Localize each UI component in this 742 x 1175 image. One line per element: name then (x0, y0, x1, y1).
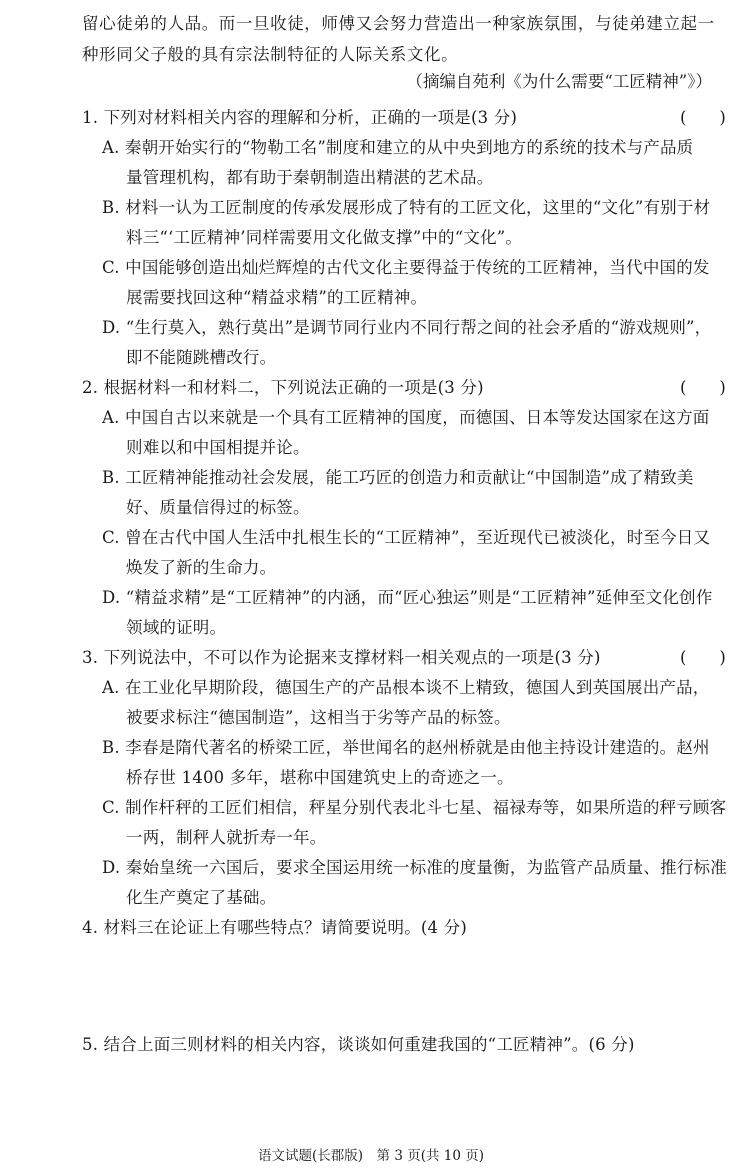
q2-option-c-cont: 焕发了新的生命力。 (126, 558, 277, 577)
q2-option-a-cont: 则难以和中国相提并论。 (126, 438, 310, 457)
q3-option-d: D. 秦始皇统一六国后，要求全国运用统一标准的度量衡，为监管产品质量、推行标准 (102, 858, 727, 877)
q1-option-a: A. 秦朝开始实行的“物勒工名”制度和建立的从中央到地方的系统的技术与产品质 (102, 138, 694, 157)
passage-line: 种形同父子般的具有宗法制特征的人际关系文化。 (82, 45, 459, 64)
source-citation: （摘编自苑利《为什么需要“工匠精神”》） (406, 72, 712, 91)
q1-option-a-cont: 量管理机构，都有助于秦朝制造出精湛的艺术品。 (126, 168, 494, 187)
q3-option-d-cont: 化生产奠定了基础。 (126, 888, 277, 907)
q2-option-d: D. “精益求精”是“工匠精神”的内涵，而“匠心独运”则是“工匠精神”延伸至文化创作 (102, 588, 713, 607)
q1-option-d: D. “生行莫入，熟行莫出”是调节同行业内不同行帮之间的社会矛盾的“游戏规则”， (102, 318, 712, 337)
question-3-stem: 3. 下列说法中，不可以作为论据来支撑材料一相关观点的一项是(3 分) (82, 648, 601, 667)
passage-line: 留心徒弟的人品。而一旦收徒，师傅又会努力营造出一种家族氛围，与徒弟建立起一 (82, 14, 715, 33)
question-2-stem: 2. 根据材料一和材料二，下列说法正确的一项是(3 分) (82, 378, 484, 397)
q3-option-a-cont: 被要求标注“德国制造”，这相当于劣等产品的标签。 (126, 708, 511, 727)
page-footer: 语文试题(长郡版) 第 3 页(共 10 页) (258, 1148, 484, 1164)
q1-option-b: B. 材料一认为工匠制度的传承发展形成了特有的工匠文化，这里的“文化”有别于材 (102, 198, 711, 217)
q3-option-b-cont: 桥存世 1400 多年，堪称中国建筑史上的奇迹之一。 (126, 768, 514, 787)
q2-option-d-cont: 领域的证明。 (126, 618, 227, 637)
q1-option-c: C. 中国能够创造出灿烂辉煌的古代文化主要得益于传统的工匠精神，当代中国的发 (102, 258, 710, 277)
q2-option-c: C. 曾在古代中国人生活中扎根生长的“工匠精神”，至近现代已被淡化，时至今日又 (102, 528, 711, 547)
answer-blank-3[interactable]: ( ) (680, 648, 726, 667)
q1-option-c-cont: 展需要找回这种“精益求精”的工匠精神。 (126, 288, 428, 307)
q3-option-a: A. 在工业化早期阶段，德国生产的产品根本谈不上精致，德国人到英国展出产品， (102, 678, 710, 697)
q2-option-a: A. 中国自古以来就是一个具有工匠精神的国度，而德国、日本等发达国家在这方面 (102, 408, 710, 427)
q1-option-d-cont: 即不能随跳槽改行。 (126, 348, 277, 367)
question-5-stem: 5. 结合上面三则材料的相关内容，谈谈如何重建我国的“工匠精神”。(6 分) (82, 1035, 635, 1054)
q2-option-b: B. 工匠精神能推动社会发展，能工巧匠的创造力和贡献让“中国制造”成了精致美 (102, 468, 694, 487)
answer-blank-1[interactable]: ( ) (680, 108, 726, 127)
question-4-stem: 4. 材料三在论证上有哪些特点？请简要说明。(4 分) (82, 918, 468, 937)
q3-option-c: C. 制作杆秤的工匠们相信，秤星分别代表北斗七星、福禄寿等，如果所造的秤亏顾客 (102, 798, 727, 817)
q1-option-b-cont: 料三“‘工匠精神’同样需要用文化做支撑”中的“文化”。 (126, 228, 523, 247)
q2-option-b-cont: 好、质量信得过的标签。 (126, 498, 310, 517)
answer-blank-2[interactable]: ( ) (680, 378, 726, 397)
question-1-stem: 1. 下列对材料相关内容的理解和分析，正确的一项是(3 分) (82, 108, 518, 127)
q3-option-c-cont: 一两，制秤人就折寿一年。 (126, 828, 327, 847)
q3-option-b: B. 李春是隋代著名的桥梁工匠，举世闻名的赵州桥就是由他主持设计建造的。赵州 (102, 738, 710, 757)
